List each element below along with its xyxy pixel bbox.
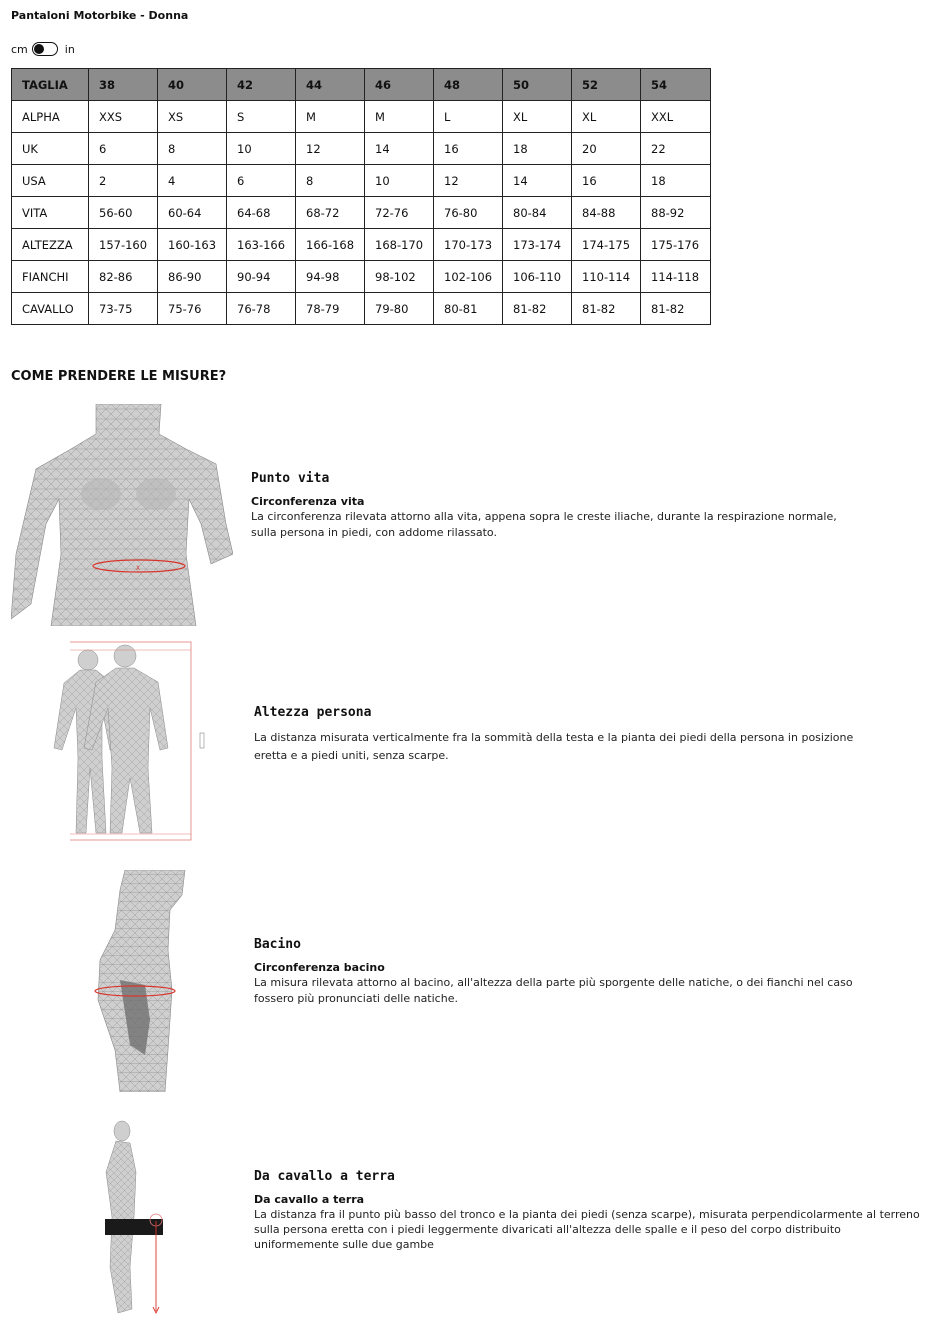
table-cell: XL: [572, 101, 641, 133]
table-cell: 163-166: [227, 229, 296, 261]
table-row-label: UK: [12, 133, 89, 165]
table-row-label: VITA: [12, 197, 89, 229]
measure-heading: Bacino: [254, 937, 301, 952]
table-cell: 174-175: [572, 229, 641, 261]
table-header-cell: 46: [365, 69, 434, 101]
table-cell: M: [365, 101, 434, 133]
measure-waist: [251, 471, 851, 541]
unit-switch[interactable]: [32, 42, 58, 56]
measure-heading: Da cavallo a terra: [254, 1169, 395, 1184]
table-cell: 81-82: [572, 293, 641, 325]
table-cell: 84-88: [572, 197, 641, 229]
unit-switch-knob: [34, 44, 44, 54]
measure-heading: Altezza persona: [254, 705, 372, 720]
table-cell: 16: [434, 133, 503, 165]
table-row: [12, 229, 711, 261]
table-cell: 18: [641, 165, 711, 197]
measure-description: La distanza misurata verticalmente fra la sommità della testa e la pianta dei piedi della persona in posizione eretta e a piedi uniti, senza scarpe.: [254, 731, 854, 762]
table-row: [12, 133, 711, 165]
table-cell: 64-68: [227, 197, 296, 229]
measure-heading: Punto vita: [251, 471, 330, 486]
table-cell: 60-64: [158, 197, 227, 229]
table-cell: 4: [158, 165, 227, 197]
table-cell: 102-106: [434, 261, 503, 293]
table-header-cell: 54: [641, 69, 711, 101]
table-header-row: [12, 69, 711, 101]
table-cell: 14: [365, 133, 434, 165]
table-cell: 16: [572, 165, 641, 197]
table-row-label: CAVALLO: [12, 293, 89, 325]
svg-text:X: X: [136, 565, 141, 572]
table-row-label: USA: [12, 165, 89, 197]
table-cell: 175-176: [641, 229, 711, 261]
table-row-label: FIANCHI: [12, 261, 89, 293]
table-cell: 8: [296, 165, 365, 197]
measure-subheading: Circonferenza vita: [251, 495, 365, 508]
height-mannequin-icon: [40, 638, 210, 847]
table-cell: 72-76: [365, 197, 434, 229]
table-cell: 2: [89, 165, 158, 197]
table-cell: 166-168: [296, 229, 365, 261]
table-cell: 76-80: [434, 197, 503, 229]
table-header-cell: 44: [296, 69, 365, 101]
table-cell: XXL: [641, 101, 711, 133]
table-cell: 73-75: [89, 293, 158, 325]
table-cell: XXS: [89, 101, 158, 133]
table-cell: 90-94: [227, 261, 296, 293]
table-header-cell: 48: [434, 69, 503, 101]
table-cell: 78-79: [296, 293, 365, 325]
table-cell: 80-81: [434, 293, 503, 325]
table-row: [12, 165, 711, 197]
table-cell: 56-60: [89, 197, 158, 229]
table-header-cell: 42: [227, 69, 296, 101]
table-header-size: TAGLIA: [12, 69, 89, 101]
table-row-label: ALPHA: [12, 101, 89, 133]
table-cell: 22: [641, 133, 711, 165]
table-cell: 170-173: [434, 229, 503, 261]
size-table: [11, 68, 711, 325]
measure-inseam: [254, 1169, 922, 1252]
table-cell: 81-82: [503, 293, 572, 325]
table-cell: XS: [158, 101, 227, 133]
table-cell: 10: [365, 165, 434, 197]
table-cell: 6: [89, 133, 158, 165]
table-cell: XL: [503, 101, 572, 133]
table-cell: 8: [158, 133, 227, 165]
table-cell: 82-86: [89, 261, 158, 293]
table-cell: 114-118: [641, 261, 711, 293]
table-header-cell: 38: [89, 69, 158, 101]
table-row: [12, 261, 711, 293]
table-cell: 86-90: [158, 261, 227, 293]
table-cell: 160-163: [158, 229, 227, 261]
table-row: [12, 197, 711, 229]
table-row: [12, 293, 711, 325]
table-header-cell: 50: [503, 69, 572, 101]
table-cell: 79-80: [365, 293, 434, 325]
table-cell: 94-98: [296, 261, 365, 293]
table-header-cell: 52: [572, 69, 641, 101]
table-cell: 173-174: [503, 229, 572, 261]
table-cell: 10: [227, 133, 296, 165]
unit-toggle: [11, 42, 75, 56]
unit-in-label: in: [64, 42, 75, 56]
measure-height: [254, 705, 864, 765]
table-header-cell: 40: [158, 69, 227, 101]
table-cell: L: [434, 101, 503, 133]
table-cell: 110-114: [572, 261, 641, 293]
table-cell: 81-82: [641, 293, 711, 325]
page-title: Pantaloni Motorbike - Donna: [11, 9, 189, 22]
table-cell: 18: [503, 133, 572, 165]
measure-description: La distanza fra il punto più basso del tronco e la pianta dei piedi (senza scarpe), misurata perpendicolarmente al terreno sulla persona eretta con i piedi leggermente divaricati all'altezza delle spalle e il peso del corpo distribuito uniformemente sulle due gambe: [254, 1208, 920, 1251]
table-cell: 6: [227, 165, 296, 197]
section-title: COME PRENDERE LE MISURE?: [11, 369, 227, 384]
table-cell: 14: [503, 165, 572, 197]
table-row: [12, 101, 711, 133]
table-cell: 98-102: [365, 261, 434, 293]
table-cell: 157-160: [89, 229, 158, 261]
table-cell: 12: [296, 133, 365, 165]
table-cell: 12: [434, 165, 503, 197]
table-cell: 75-76: [158, 293, 227, 325]
table-cell: 20: [572, 133, 641, 165]
table-cell: 80-84: [503, 197, 572, 229]
hip-mannequin-icon: [90, 870, 190, 1096]
measure-subheading: Circonferenza bacino: [254, 961, 385, 974]
table-cell: 76-78: [227, 293, 296, 325]
measure-description: La circonferenza rilevata attorno alla vita, appena sopra le creste iliache, durante la respirazione normale, sulla persona in piedi, con addome rilassato.: [251, 510, 837, 539]
table-cell: S: [227, 101, 296, 133]
table-cell: 106-110: [503, 261, 572, 293]
table-row-label: ALTEZZA: [12, 229, 89, 261]
measure-hips: [254, 937, 864, 1007]
table-cell: 68-72: [296, 197, 365, 229]
inseam-mannequin-icon: [100, 1117, 170, 1321]
table-cell: M: [296, 101, 365, 133]
table-cell: 168-170: [365, 229, 434, 261]
waist-mannequin-icon: [11, 404, 233, 630]
table-cell: 88-92: [641, 197, 711, 229]
measure-subheading: Da cavallo a terra: [254, 1193, 365, 1206]
unit-cm-label: cm: [11, 42, 28, 56]
measure-description: La misura rilevata attorno al bacino, all'altezza della parte più sporgente delle natiche, o dei fianchi nel caso fossero più pronunciati delle natiche.: [254, 976, 853, 1005]
